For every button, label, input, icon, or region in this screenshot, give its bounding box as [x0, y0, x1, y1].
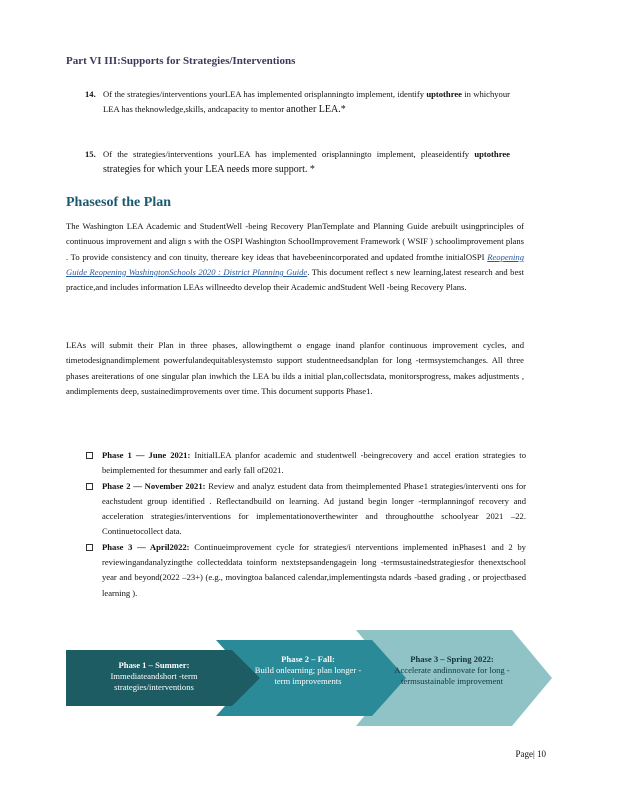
- section-title: Phasesof the Plan: [66, 195, 171, 210]
- phase-bullet-text: Review and analyz estudent data from theimplemented Phase1 strategies/interventi ons for eachstudent group identified . Reflectandbuild on learning. Ad justand begin longer -termplanningof recovery and acceleration strategies/interventions for implementationoverthewinter and throughoutthe schoolyear 2021 –22. Continuetocollect data.: [102, 480, 526, 537]
- chevron-body: Build onlearning; plan longer -term improvements: [254, 665, 362, 686]
- question-15: [85, 147, 510, 177]
- chevron-body: Accelerate andinnovate for long -termsustainable improvement: [394, 665, 510, 686]
- phase-bullet: [86, 540, 526, 601]
- phases-paragraph: LEAs will submit their Plan in three phases, allowingthemt o engage inand planfor continuous improvement cycles, and timetodesignandimplement powerfulandequitablesystemsto support studentneedsandplan for long -termsystemchanges. All three phases areiterations of one singular plan inwhich the LEA bu ilds a initial plan,collectsdata, monitorsprogress, makes adjustments , andimplements deep, sustainedimprovements over time. This document supports Phase1.: [66, 340, 524, 396]
- checkbox-bullet-icon: [86, 544, 93, 551]
- paragraph-text-continued: . This document reflect s new learning,latest research and best practice,and includes information LEAs willneedto develop their Academic andStudent Well -being Recovery Plans.: [66, 266, 524, 293]
- question-emphasis: uptothree: [474, 149, 510, 159]
- question-text-continued: in whichyour LEA has theknowledge,skills, andcapacity to mentor: [103, 89, 510, 114]
- chevron-label-phase-1: [74, 660, 234, 693]
- phase-chevron-diagram: [66, 630, 552, 726]
- phase-bullet: [86, 479, 526, 540]
- question-text: Of the strategies/interventions yourLEA has implemented orisplanningto implement, identify: [103, 89, 425, 99]
- phase-bullet-label: Phase 2 — November 2021:: [102, 480, 206, 491]
- chevron-title: Phase 3 – Spring 2022:: [410, 654, 494, 664]
- checkbox-bullet-icon: [86, 483, 93, 490]
- question-number: 15.: [85, 149, 96, 159]
- phase-bullet-text: InitialLEA planfor academic and studentwell -beingrecovery and accel eration strategies to beimplemented for thesummer and early fall of2021.: [102, 450, 526, 476]
- chevron-title: Phase 1 – Summer:: [118, 660, 190, 670]
- chevron-body: Immediateandshort -term strategies/interventions: [110, 671, 198, 692]
- phase-bullet-list: [86, 448, 526, 601]
- question-emphasis: uptothree: [426, 89, 462, 99]
- phase-bullet-text: Continueimprovement cycle for strategies/i nterventions implemented inPhases1 and 2 by reviewingandanalyzingthe collecteddata toinform nextstepsandengagein long -termsustainedstrategiesfor thenextschool year and beyond(2022 –23+) (e.g., movingtoa balanced calendar,implementingsta ndards -based grading , or projectbased learning ).: [102, 541, 526, 598]
- chevron-label-phase-3: [388, 654, 516, 687]
- question-number: 14.: [85, 89, 96, 99]
- intro-paragraph: [66, 219, 524, 295]
- reopening-guide-link[interactable]: Reopening Guide Reopening WashingtonSchools 2020 : District Planning Guide: [66, 251, 524, 277]
- question-text: Of the strategies/interventions yourLEA has implemented orisplanningto implement, pleaseidentify: [103, 149, 470, 159]
- checkbox-bullet-icon: [86, 452, 93, 459]
- paragraph-text: The Washington LEA Academic and StudentWell -being Recovery PlanTemplate and Planning Guide arebuilt usingprinciples of continuous improvement and align s with the OSPI Washington SchoolImprovement Framework ( WSIF ) schoolimprovement plans . To provide consistency and con tinuity, thereare key ideas that havebeenincorporated and updated fromthe initialOSPI: [66, 221, 524, 262]
- phase-bullet-label: Phase 3 — April2022:: [102, 541, 190, 552]
- question-text-large: another LEA.*: [286, 104, 346, 115]
- part-heading: Part VI III:Supports for Strategies/Interventions: [66, 55, 296, 67]
- chevron-label-phase-2: [248, 654, 368, 687]
- chevron-title: Phase 2 – Fall:: [281, 654, 335, 664]
- phase-bullet: [86, 448, 526, 479]
- question-text-large: strategies for which your LEA needs more support. *: [103, 164, 315, 175]
- page-number: Page| 10: [515, 749, 546, 759]
- phase-bullet-label: Phase 1 — June 2021:: [102, 450, 191, 460]
- question-14: [85, 87, 510, 117]
